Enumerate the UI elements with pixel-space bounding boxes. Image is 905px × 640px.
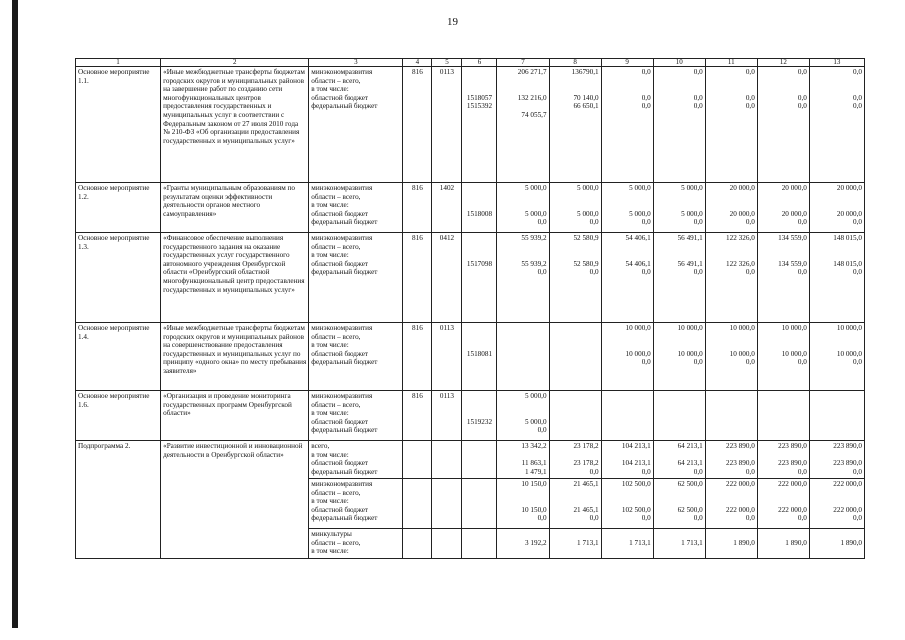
table-cell: 23 178,2 23 178,2 0,0 <box>549 441 601 479</box>
table-row <box>76 441 865 479</box>
header-cell: 5 <box>432 59 462 67</box>
table-cell: 3 192,2 <box>497 529 549 559</box>
table-cell: 5 000,0 5 000,0 0,0 <box>653 183 705 233</box>
table-cell <box>462 529 497 559</box>
table-cell: 5 000,0 5 000,0 0,0 <box>497 391 549 441</box>
page-number: 19 <box>447 16 458 28</box>
table-cell: 54 406,1 54 406,1 0,0 <box>601 233 653 323</box>
table-cell: 0113 <box>432 67 462 183</box>
table-cell: 13 342,2 11 863,1 1 479,1 <box>497 441 549 479</box>
table-cell: 1517098 <box>462 233 497 323</box>
table-cell <box>403 441 432 479</box>
table-cell: 1518081 <box>462 323 497 391</box>
table-row <box>76 391 865 441</box>
table-cell <box>462 441 497 479</box>
table-cell: 223 890,0 223 890,0 0,0 <box>757 441 809 479</box>
table-cell: 10 000,0 10 000,0 0,0 <box>757 323 809 391</box>
header-cell: 2 <box>161 59 309 67</box>
table-cell: 1 713,1 <box>653 529 705 559</box>
table-cell: минэкономразвития области – всего, в том числе: областной бюджет федеральный бюджет <box>309 67 403 183</box>
table-cell: 0,0 0,0 0,0 <box>757 67 809 183</box>
header-cell: 8 <box>549 59 601 67</box>
table-cell: 0,0 0,0 0,0 <box>601 67 653 183</box>
table-cell <box>432 441 462 479</box>
header-cell: 11 <box>705 59 757 67</box>
header-cell: 9 <box>601 59 653 67</box>
table-cell: «Организация и проведение мониторинга государственных программ Оренбургской области» <box>161 391 309 441</box>
table-cell: Основное мероприятие 1.6. <box>76 391 161 441</box>
table-cell: 10 000,0 10 000,0 0,0 <box>653 323 705 391</box>
table-cell: минэкономразвития области – всего, в том числе: областной бюджет федеральный бюджет <box>309 183 403 233</box>
table-cell: 5 000,0 5 000,0 0,0 <box>497 183 549 233</box>
table-cell: 20 000,0 20 000,0 0,0 <box>705 183 757 233</box>
table-cell: «Развитие инвестиционной и инновационной деятельности в Оренбургской области» <box>161 441 309 559</box>
table-cell: «Иные межбюджетные трансферты бюджетам городских округов и муниципальных районов на совершенствование предоставления государственных и муниципальных услуг по принципу «одного окна» по месту пребывания заявителя» <box>161 323 309 391</box>
table-cell: минэкономразвития области – всего, в том числе: областной бюджет федеральный бюджет <box>309 323 403 391</box>
table-cell: 10 000,0 10 000,0 0,0 <box>809 323 864 391</box>
table-cell: 102 500,0 102 500,0 0,0 <box>601 479 653 529</box>
scan-edge-bar <box>12 0 18 628</box>
table-cell <box>432 479 462 529</box>
table-cell: 1 890,0 <box>705 529 757 559</box>
table-cell: минэкономразвития области – всего, в том числе: областной бюджет федеральный бюджет <box>309 479 403 529</box>
table-cell <box>497 323 549 391</box>
header-cell: 4 <box>403 59 432 67</box>
table-row <box>76 323 865 391</box>
header-row <box>76 59 865 67</box>
table-cell: 1402 <box>432 183 462 233</box>
table-cell: 816 <box>403 233 432 323</box>
table-cell: 1518008 <box>462 183 497 233</box>
table-cell <box>462 479 497 529</box>
table-cell: 1519232 <box>462 391 497 441</box>
table-cell: Подпрограмма 2. <box>76 441 161 559</box>
table-cell: 20 000,0 20 000,0 0,0 <box>757 183 809 233</box>
table-cell: 0113 <box>432 391 462 441</box>
table-cell <box>705 391 757 441</box>
table-cell: 223 890,0 223 890,0 0,0 <box>705 441 757 479</box>
table-cell: 0,0 0,0 0,0 <box>809 67 864 183</box>
table-cell: 0412 <box>432 233 462 323</box>
table-cell: 134 559,0 134 559,0 0,0 <box>757 233 809 323</box>
table-cell: 55 939,2 55 939,2 0,0 <box>497 233 549 323</box>
header-cell: 12 <box>757 59 809 67</box>
table-cell: 10 000,0 10 000,0 0,0 <box>705 323 757 391</box>
table-cell: 0,0 0,0 0,0 <box>705 67 757 183</box>
table-cell: 223 890,0 223 890,0 0,0 <box>809 441 864 479</box>
table-cell: «Гранты муниципальным образованиям по результатам оценки эффективности деятельности органов местного самоуправления» <box>161 183 309 233</box>
table-cell: «Иные межбюджетные трансферты бюджетам городских округов и муниципальных районов на завершение работ по созданию сети многофункциональных центров предоставления государственных и муниципальных услуг в соответствии с Федеральным законом от 27 июля 2010 года № 210-ФЗ «Об организации предоставления государственных и муниципальных услуг» <box>161 67 309 183</box>
table-cell: 64 213,1 64 213,1 0,0 <box>653 441 705 479</box>
table-cell: 20 000,0 20 000,0 0,0 <box>809 183 864 233</box>
table-cell: 222 000,0 222 000,0 0,0 <box>809 479 864 529</box>
table-cell: 122 326,0 122 326,0 0,0 <box>705 233 757 323</box>
table-cell <box>403 529 432 559</box>
table-cell: 0113 <box>432 323 462 391</box>
header-cell: 7 <box>497 59 549 67</box>
table-cell: 816 <box>403 391 432 441</box>
table-cell <box>549 323 601 391</box>
table-cell: Основное мероприятие 1.3. <box>76 233 161 323</box>
table-cell <box>432 529 462 559</box>
table-cell: 0,0 0,0 0,0 <box>653 67 705 183</box>
table-cell <box>653 391 705 441</box>
table-cell: 52 580,9 52 580,9 0,0 <box>549 233 601 323</box>
table-cell <box>601 391 653 441</box>
table-cell: всего, в том числе: областной бюджет федеральный бюджет <box>309 441 403 479</box>
table-cell <box>809 391 864 441</box>
table-cell: 1 890,0 <box>757 529 809 559</box>
table-row <box>76 67 865 183</box>
table-cell: 136790,1 70 140,0 66 650,1 <box>549 67 601 183</box>
table-cell <box>403 479 432 529</box>
table-cell: 816 <box>403 323 432 391</box>
table-cell: 1 713,1 <box>601 529 653 559</box>
table-cell: 10 000,0 10 000,0 0,0 <box>601 323 653 391</box>
table-cell: минэкономразвития области – всего, в том числе: областной бюджет федеральный бюджет <box>309 391 403 441</box>
table-cell: Основное мероприятие 1.4. <box>76 323 161 391</box>
table-cell: минкультуры области – всего, в том числе: <box>309 529 403 559</box>
table-cell: Основное мероприятие 1.2. <box>76 183 161 233</box>
header-cell: 6 <box>462 59 497 67</box>
table-cell: 1 890,0 <box>809 529 864 559</box>
header-cell: 10 <box>653 59 705 67</box>
budget-table <box>75 58 865 559</box>
table-row <box>76 183 865 233</box>
table-cell: «Финансовое обеспечение выполнения государственного задания на оказание государственных услуг государственного автономного учреждения Оренбургской области «Оренбургский областной многофункциональный центр предоставления государственных и муниципальных услуг» <box>161 233 309 323</box>
table-cell: 21 465,1 21 465,1 0,0 <box>549 479 601 529</box>
table-cell: 62 500,0 62 500,0 0,0 <box>653 479 705 529</box>
table-cell: 1 713,1 <box>549 529 601 559</box>
table-cell: 206 271,7 132 216,0 74 055,7 <box>497 67 549 183</box>
table-cell: Основное мероприятие 1.1. <box>76 67 161 183</box>
header-cell: 13 <box>809 59 864 67</box>
table-cell: 816 <box>403 67 432 183</box>
table-cell: 56 491,1 56 491,1 0,0 <box>653 233 705 323</box>
table-cell: 222 000,0 222 000,0 0,0 <box>757 479 809 529</box>
table-row <box>76 233 865 323</box>
header-cell: 3 <box>309 59 403 67</box>
table-cell: 816 <box>403 183 432 233</box>
table-cell: 148 015,0 148 015,0 0,0 <box>809 233 864 323</box>
header-cell: 1 <box>76 59 161 67</box>
table-cell <box>757 391 809 441</box>
table-cell: 10 150,0 10 150,0 0,0 <box>497 479 549 529</box>
table-cell: 222 000,0 222 000,0 0,0 <box>705 479 757 529</box>
table-cell <box>549 391 601 441</box>
table-cell: 1518057 1515392 <box>462 67 497 183</box>
table-cell: 104 213,1 104 213,1 0,0 <box>601 441 653 479</box>
table-cell: минэкономразвития области – всего, в том числе: областной бюджет федеральный бюджет <box>309 233 403 323</box>
table-cell: 5 000,0 5 000,0 0,0 <box>549 183 601 233</box>
table-cell: 5 000,0 5 000,0 0,0 <box>601 183 653 233</box>
